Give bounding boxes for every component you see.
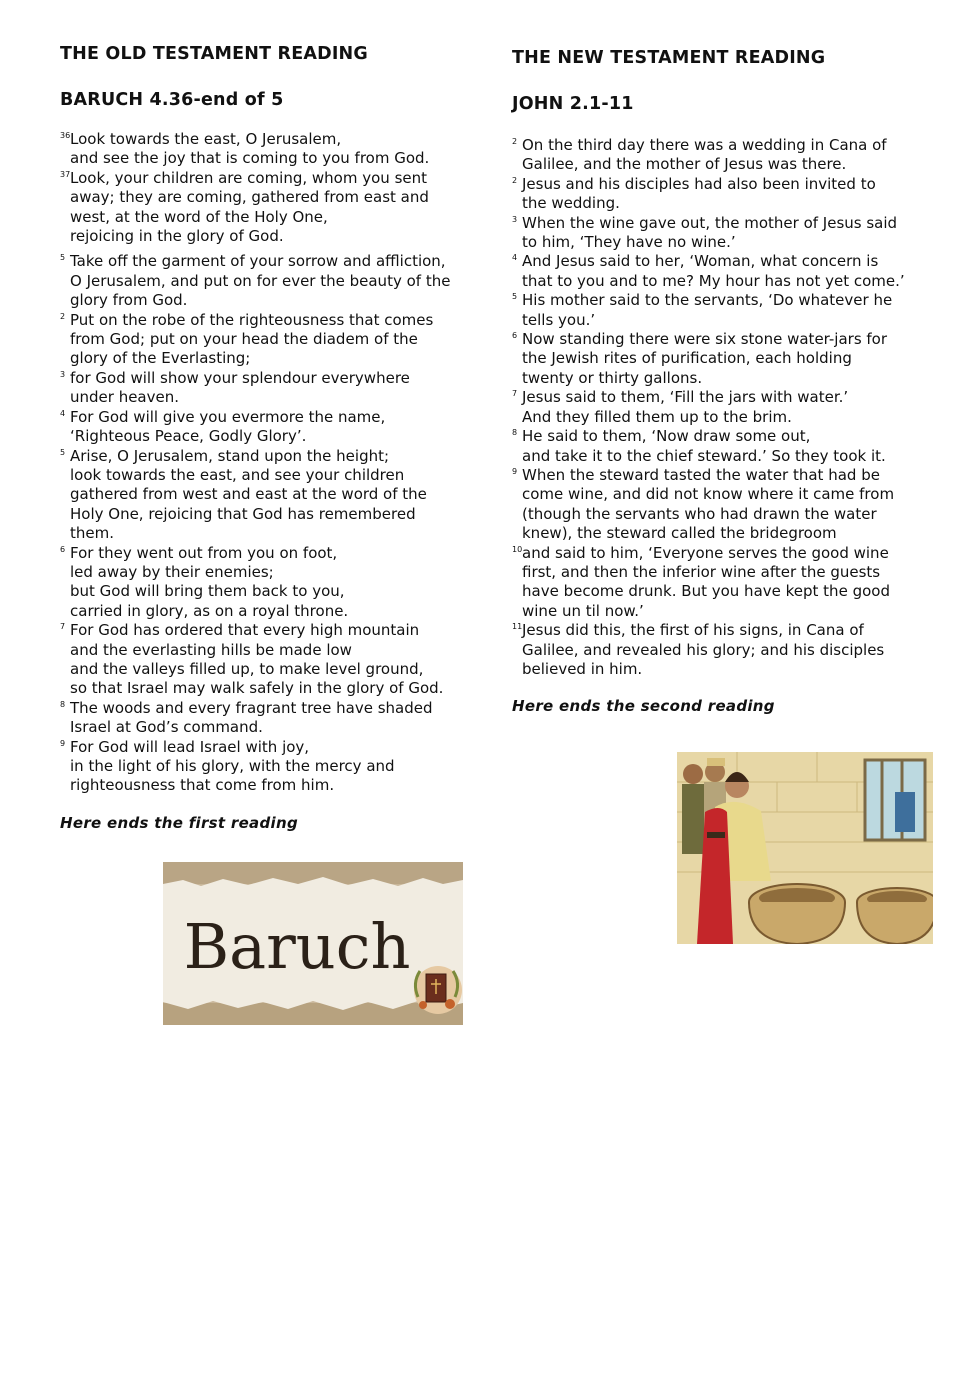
verse-line: For God will lead Israel with joy, [70, 737, 310, 756]
verse-number: 2 [512, 175, 518, 185]
verse-line: under heaven. [70, 388, 180, 407]
verse-line: led away by their enemies; [70, 562, 274, 581]
verse [60, 699, 490, 738]
verse-line: for God will show your splendour everywhere [70, 368, 410, 387]
verse-line: first, and then the inferior wine after the guests [522, 562, 881, 581]
verse-number: 4 [512, 253, 518, 263]
verse [60, 621, 490, 699]
verse-line: in the light of his glory, with the mercy and [70, 757, 395, 775]
verse-line: knew), the steward called the bridegroom [522, 524, 837, 543]
verse-number: 6 [60, 544, 66, 554]
verse-line: and the valleys filled up, to make level ground, [70, 659, 424, 678]
verse [60, 311, 490, 369]
verse-line: carried in glory, as on a royal throne. [70, 601, 349, 620]
verse-line: that to you and to me? My hour has not yet come.’ [522, 271, 905, 290]
verse-line: have become drunk. But you have kept the good [522, 582, 890, 601]
old-testament-heading: THE OLD TESTAMENT READING [60, 44, 368, 64]
verse-line: gathered from west and east at the word of the [70, 485, 427, 504]
verse-number: 2 [60, 311, 66, 321]
verse-line: from God; put on your head the diadem of the [70, 330, 418, 349]
wedding-at-cana-illustration [677, 752, 933, 944]
verse-line: The woods and every fragrant tree have shaded [70, 698, 433, 717]
verse-number: 11 [512, 622, 523, 632]
verse-line: Israel at God’s command. [70, 718, 263, 737]
verse [60, 447, 490, 544]
verse-number: 3 [60, 369, 66, 379]
verse [512, 621, 942, 679]
new-testament-column [512, 46, 942, 715]
verse-line: west, at the word of the Holy One, [70, 207, 328, 226]
verse-line: believed in him. [522, 659, 643, 678]
verse-line: them. [70, 524, 114, 543]
verse-line: glory of the Everlasting; [70, 349, 251, 368]
verse [60, 544, 490, 622]
verse-line: For God will give you evermore the name, [70, 407, 386, 426]
verse-line: glory from God. [70, 291, 188, 310]
verse-line: away; they are coming, gathered from east and [70, 188, 429, 207]
verse [512, 175, 942, 214]
verse-number: 6 [512, 331, 518, 341]
verse-line: Look towards the east, O Jerusalem, [70, 130, 342, 148]
verse-line: Arise, O Jerusalem, stand upon the height; [70, 446, 390, 465]
verse-number: 5 [60, 447, 66, 457]
verse-line: Galilee, and the mother of Jesus was there. [522, 155, 847, 174]
verse-line: When the steward tasted the water that had be [522, 465, 880, 484]
verse-line: He said to them, ‘Now draw some out, [522, 427, 811, 446]
new-testament-reference: JOHN 2.1-11 [512, 94, 634, 114]
verse [60, 369, 490, 408]
verse-line: Galilee, and revealed his glory; and his disciples [522, 640, 885, 659]
verse-number: 3 [512, 214, 518, 224]
verse [512, 252, 942, 291]
verse-line: to him, ‘They have no wine.’ [522, 233, 736, 252]
verse-line: rejoicing in the glory of God. [70, 227, 284, 246]
verse-line: look towards the east, and see your children [70, 465, 405, 484]
verse [512, 544, 942, 622]
verse-line: His mother said to the servants, ‘Do whatever he [522, 291, 893, 310]
verse-line: the Jewish rites of purification, each holding [522, 349, 852, 368]
second-reading-ending: Here ends the second reading [512, 697, 775, 716]
verse-line: Put on the robe of the righteousness that comes [70, 310, 434, 329]
verse-line: When the wine gave out, the mother of Jesus said [522, 213, 898, 232]
verse-line: righteousness that come from him. [70, 776, 335, 795]
verse-line: and said to him, ‘Everyone serves the good wine [522, 543, 889, 562]
verse-line: wine un til now.’ [522, 601, 644, 620]
verse-line: (though the servants who had drawn the water [522, 504, 877, 523]
old-testament-verses [60, 130, 490, 796]
verse [60, 252, 490, 310]
new-testament-heading: THE NEW TESTAMENT READING [512, 48, 826, 68]
old-testament-reference: BARUCH 4.36-end of 5 [60, 90, 284, 110]
verse-number: 8 [512, 428, 518, 438]
baruch-banner-image [163, 862, 463, 1025]
verse [512, 330, 942, 388]
verse-number: 4 [60, 408, 66, 418]
verse-number: 5 [60, 253, 66, 263]
verse [512, 214, 942, 253]
verse-line: the wedding. [522, 194, 620, 213]
verse-line: Holy One, rejoicing that God has remembered [70, 504, 416, 523]
verse-number: 9 [512, 466, 518, 476]
verse-line: and the everlasting hills be made low [70, 640, 352, 659]
verse-line: Jesus said to them, ‘Fill the jars with water.’ [522, 388, 849, 407]
verse-line: On the third day there was a wedding in Cana of [522, 136, 887, 154]
verse-line: O Jerusalem, and put on for ever the beauty of the [70, 271, 451, 290]
verse-line: Jesus and his disciples had also been invited to [522, 174, 876, 193]
verse [60, 738, 490, 796]
verse-line: And Jesus said to her, ‘Woman, what concern is [522, 252, 879, 271]
baruch-title-text: Baruch [183, 910, 411, 983]
verse-line: come wine, and did not know where it came from [522, 485, 895, 504]
verse-line: And they filled them up to the brim. [522, 407, 792, 426]
verse [60, 130, 490, 169]
verse-line: For they went out from you on foot, [70, 543, 338, 562]
verse-line: so that Israel may walk safely in the glory of God. [70, 679, 444, 698]
verse-line: Jesus did this, the first of his signs, in Cana of [522, 621, 864, 640]
verse-number: 5 [512, 292, 518, 302]
verse-line: Take off the garment of your sorrow and affliction, [70, 252, 446, 271]
verse-number: 7 [512, 389, 518, 399]
verse [512, 466, 942, 544]
verse-line: ‘Righteous Peace, Godly Glory’. [70, 427, 307, 446]
verse-line: but God will bring them back to you, [70, 582, 345, 601]
verse [60, 169, 490, 247]
verse [512, 291, 942, 330]
verse-line: twenty or thirty gallons. [522, 368, 703, 387]
first-reading-ending: Here ends the first reading [60, 813, 298, 832]
verse-number: 9 [60, 738, 66, 748]
verse-number: 2 [512, 137, 518, 146]
verse-number: 8 [60, 699, 66, 709]
verse-line: tells you.’ [522, 310, 596, 329]
verse [512, 427, 942, 466]
verse-line: Look, your children are coming, whom you sent [70, 168, 428, 187]
verse [60, 408, 490, 447]
verse-line: Now standing there were six stone water-jars for [522, 330, 888, 349]
verse-number: 36 [60, 131, 71, 140]
old-testament-column [60, 42, 490, 832]
verse-line: and take it to the chief steward.’ So they took it. [522, 446, 886, 465]
new-testament-verses [512, 136, 942, 679]
verse [512, 388, 942, 427]
verse-number: 37 [60, 169, 71, 179]
verse-number: 7 [60, 622, 66, 632]
verse-line: For God has ordered that every high mountain [70, 621, 420, 640]
verse-line: and see the joy that is coming to you from God. [70, 149, 430, 168]
verse [512, 136, 942, 175]
verse-number: 10 [512, 544, 523, 554]
